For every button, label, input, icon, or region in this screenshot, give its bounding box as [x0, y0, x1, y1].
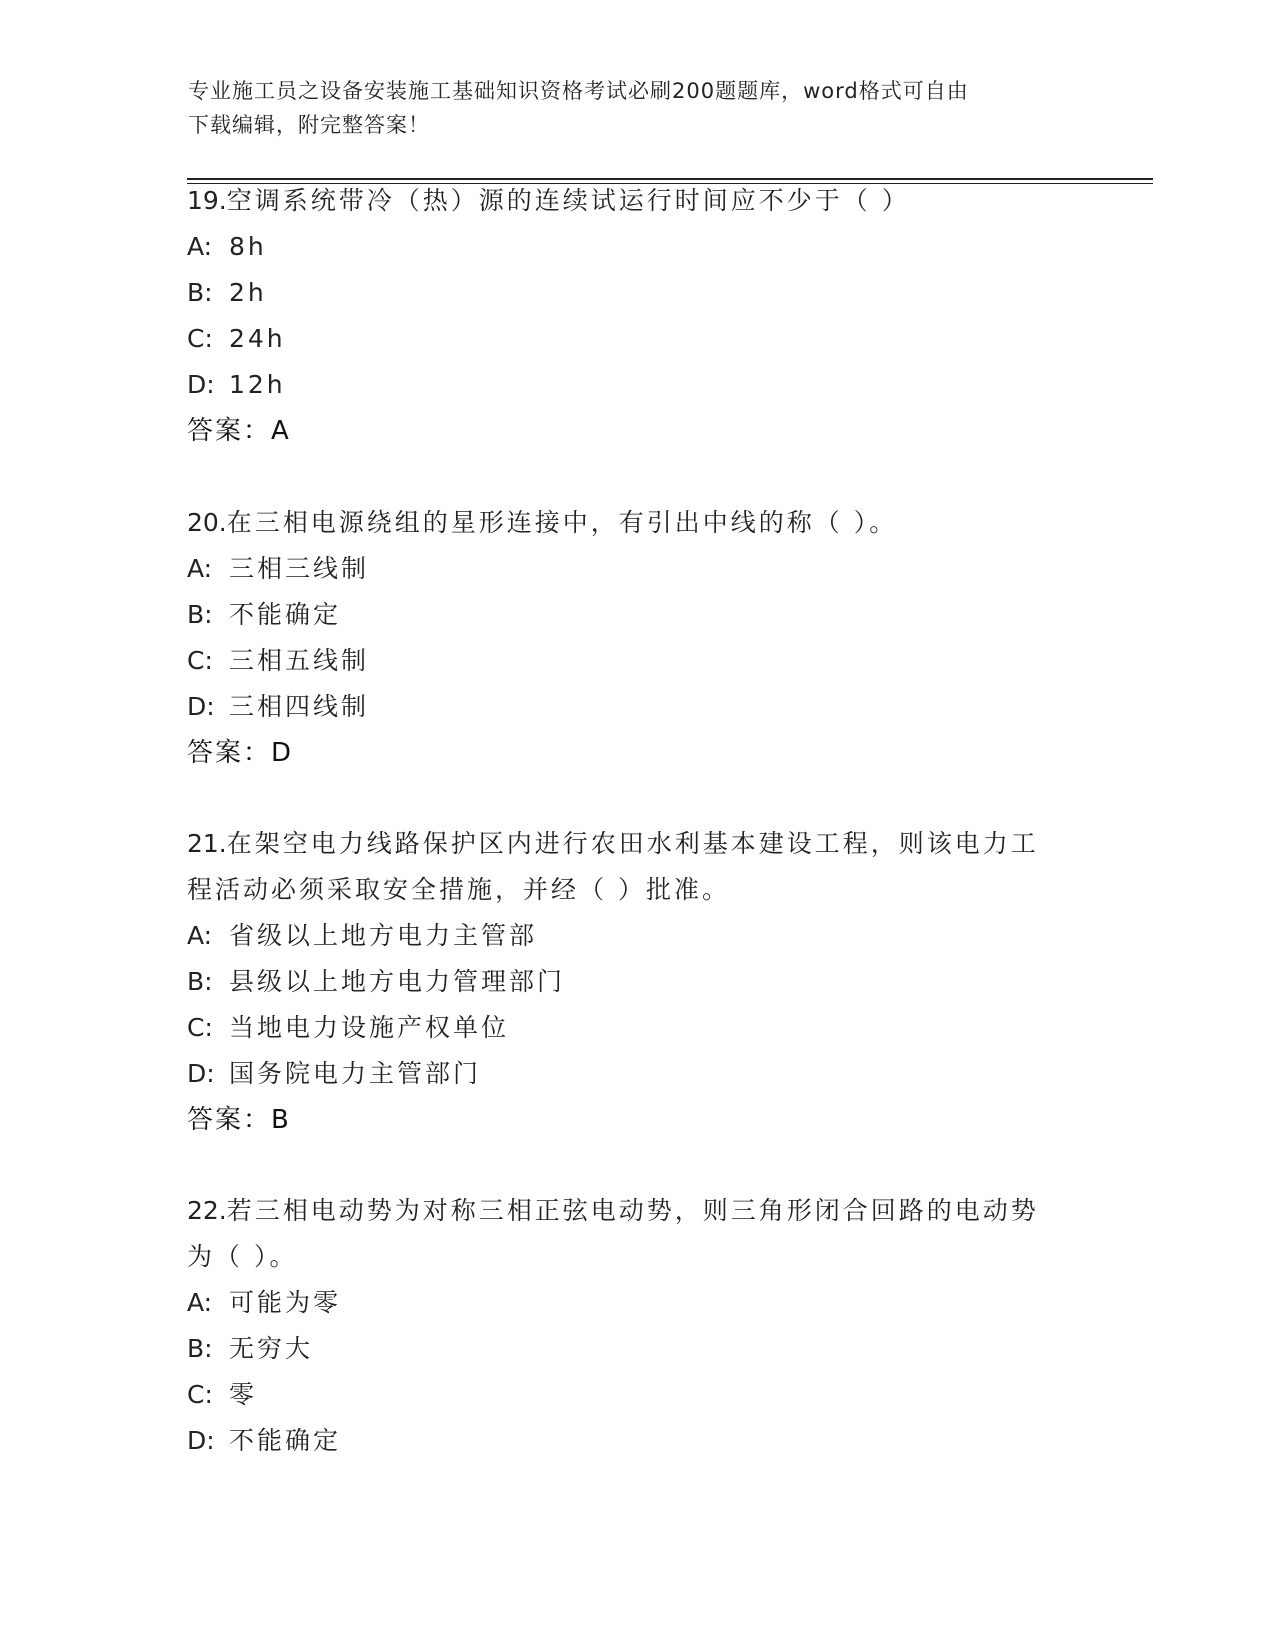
question-number: 19. — [187, 186, 227, 215]
option-text: 当地电力设施产权单位 — [229, 1013, 510, 1042]
option-key: D: — [187, 692, 215, 721]
option-key: A: — [187, 554, 213, 583]
option-text: 不能确定 — [229, 600, 342, 629]
option-a — [187, 913, 1087, 959]
option-a — [187, 1280, 1087, 1326]
option-key: A: — [187, 921, 213, 950]
option-a — [187, 546, 1087, 592]
option-text: 2h — [229, 278, 267, 307]
option-c — [187, 638, 1087, 684]
header-line-2: 下载编辑，附完整答案！ — [188, 113, 430, 137]
option-key: B: — [187, 1334, 213, 1363]
option-b — [187, 1326, 1087, 1372]
option-key: A: — [187, 1288, 213, 1317]
option-key: B: — [187, 967, 213, 996]
option-text: 省级以上地方电力主管部 — [229, 921, 538, 950]
option-text: 三相三线制 — [229, 554, 370, 583]
option-a — [187, 224, 1087, 270]
question-text-line: 在三相电源绕组的星形连接中，有引出中线的称（ ）。 — [226, 508, 898, 537]
question-21 — [187, 821, 1087, 1143]
option-text: 三相四线制 — [229, 692, 370, 721]
option-text: 8h — [229, 232, 267, 261]
question-title-continued: 程活动必须采取安全措施，并经（ ）批准。 — [187, 875, 730, 904]
option-text: 县级以上地方电力管理部门 — [229, 967, 566, 996]
question-title — [187, 178, 1087, 224]
question-title — [187, 1188, 1087, 1234]
option-key: C: — [187, 1013, 213, 1042]
option-text: 12h — [229, 370, 286, 399]
option-text: 可能为零 — [229, 1288, 342, 1317]
question-19 — [187, 178, 1087, 454]
answer-line: 答案：D — [187, 738, 294, 768]
option-key: D: — [187, 1426, 215, 1455]
option-d — [187, 1051, 1087, 1097]
option-d — [187, 362, 1087, 408]
option-key: D: — [187, 1059, 215, 1088]
option-d — [187, 1418, 1087, 1464]
option-key: B: — [187, 600, 213, 629]
question-number: 21. — [187, 829, 227, 858]
question-number: 20. — [187, 508, 227, 537]
question-text-line: 在架空电力线路保护区内进行农田水利基本建设工程，则该电力工 — [226, 829, 1039, 858]
option-b — [187, 959, 1087, 1005]
option-c — [187, 1372, 1087, 1418]
option-key: B: — [187, 278, 213, 307]
question-number: 22. — [187, 1196, 227, 1225]
option-c — [187, 316, 1087, 362]
answer-line: 答案：A — [187, 416, 291, 446]
option-d — [187, 684, 1087, 730]
answer-line: 答案：B — [187, 1105, 291, 1135]
option-text: 无穷大 — [229, 1334, 314, 1363]
option-key: C: — [187, 324, 213, 353]
option-text: 不能确定 — [229, 1426, 342, 1455]
document-header — [188, 74, 1068, 142]
option-text: 国务院电力主管部门 — [229, 1059, 482, 1088]
option-key: D: — [187, 370, 215, 399]
option-b — [187, 270, 1087, 316]
question-22 — [187, 1188, 1087, 1464]
question-title — [187, 821, 1087, 867]
question-20 — [187, 500, 1087, 776]
option-c — [187, 1005, 1087, 1051]
header-line-1: 专业施工员之设备安装施工基础知识资格考试必刷200题题库，word格式可自由 — [188, 79, 969, 103]
option-key: A: — [187, 232, 213, 261]
option-key: C: — [187, 646, 213, 675]
option-b — [187, 592, 1087, 638]
question-text-line: 若三相电动势为对称三相正弦电动势，则三角形闭合回路的电动势 — [226, 1196, 1039, 1225]
option-key: C: — [187, 1380, 213, 1409]
option-text: 零 — [229, 1380, 258, 1409]
question-text-line: 空调系统带冷（热）源的连续试运行时间应不少于（ ） — [226, 186, 910, 215]
question-title — [187, 500, 1087, 546]
option-text: 三相五线制 — [229, 646, 370, 675]
option-text: 24h — [229, 324, 286, 353]
question-title-continued: 为（ ）。 — [187, 1242, 298, 1271]
